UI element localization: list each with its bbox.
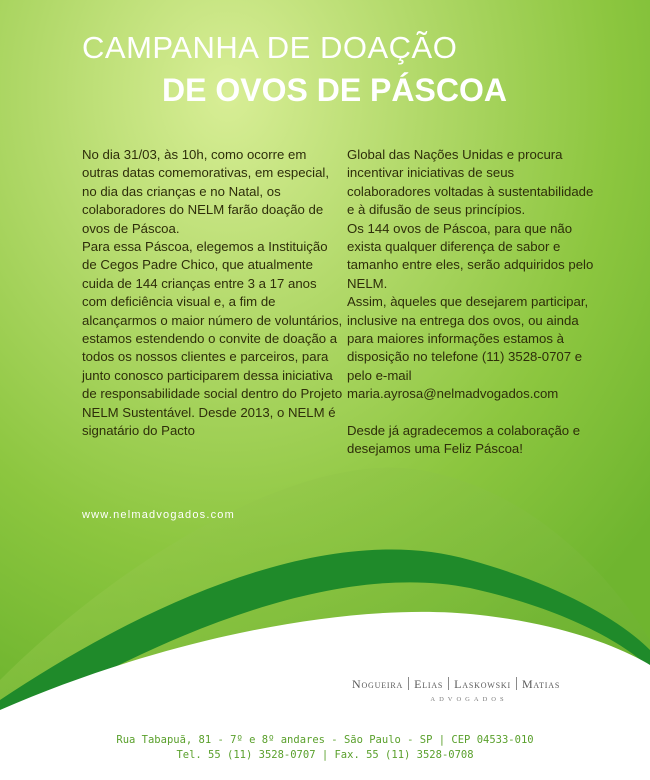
campaign-title-line1: CAMPANHA DE DOAÇÃO <box>82 30 458 65</box>
logo-name-laskowski: Laskowski <box>454 677 511 691</box>
footer-phones: Tel. 55 (11) 3528-0707 | Fax. 55 (11) 3528-0708 <box>176 749 474 761</box>
paragraph-institution: Para essa Páscoa, elegemos a Instituição de Cegos Padre Chico, que atualmente cuida de 144 crianças entre 3 a 17 anos com deficiência visual e, a fim de alcançarmos o maior número de voluntários, estamos estendendo o convite de doação a todos os nossos clientes e parceiros, para junto conosco participarem dessa iniciativa de responsabilidade social dentro do Projeto NELM Sustentável. Desde 2013, o NELM é signatário do Pacto <box>82 239 343 439</box>
logo-name-nogueira: Nogueira <box>352 677 404 691</box>
body-column-left <box>82 146 344 441</box>
body-column-right <box>347 146 597 459</box>
logo-names <box>352 677 586 692</box>
paragraph-eggs: Os 144 ovos de Páscoa, para que não exista qualquer diferença de sabor e tamanho entre eles, serão adquiridos pelo NELM. <box>347 220 594 291</box>
logo-name-elias: Elias <box>414 677 444 691</box>
firm-logo <box>352 677 586 703</box>
logo-divider <box>448 677 449 690</box>
footer-address: Rua Tabapuã, 81 - 7º e 8º andares - São Paulo - SP | CEP 04533-010 <box>116 734 534 746</box>
logo-name-matias: Matias <box>521 677 561 691</box>
paragraph-global-compact: Global das Nações Unidas e procura incentivar iniciativas de seus colaboradores voltadas à sustentabilidade e à difusão de seus princípios. <box>347 147 594 218</box>
paragraph-spacer <box>347 404 597 422</box>
paragraph-participation: Assim, àqueles que desejarem participar, inclusive na entrega dos ovos, ou ainda para maiores informações estamos à disposição no telefone (11) 3528-0707 e pelo e-mail maria.ayrosa@nelmadvogados.com <box>347 294 589 402</box>
logo-divider <box>516 677 517 690</box>
website-link[interactable]: www.nelmadvogados.com <box>82 509 235 521</box>
campaign-title-line2: DE OVOS DE PÁSCOA <box>162 72 507 108</box>
logo-divider <box>408 677 409 690</box>
paragraph-thanks: Desde já agradecemos a colaboração e desejamos uma Feliz Páscoa! <box>347 423 581 457</box>
paragraph-intro: No dia 31/03, às 10h, como ocorre em outras datas comemorativas, em especial, no dia das crianças e no Natal, os colaboradores do NELM farão doação de ovos de Páscoa. <box>82 147 330 236</box>
logo-subtitle: ADVOGADOS <box>430 696 508 703</box>
